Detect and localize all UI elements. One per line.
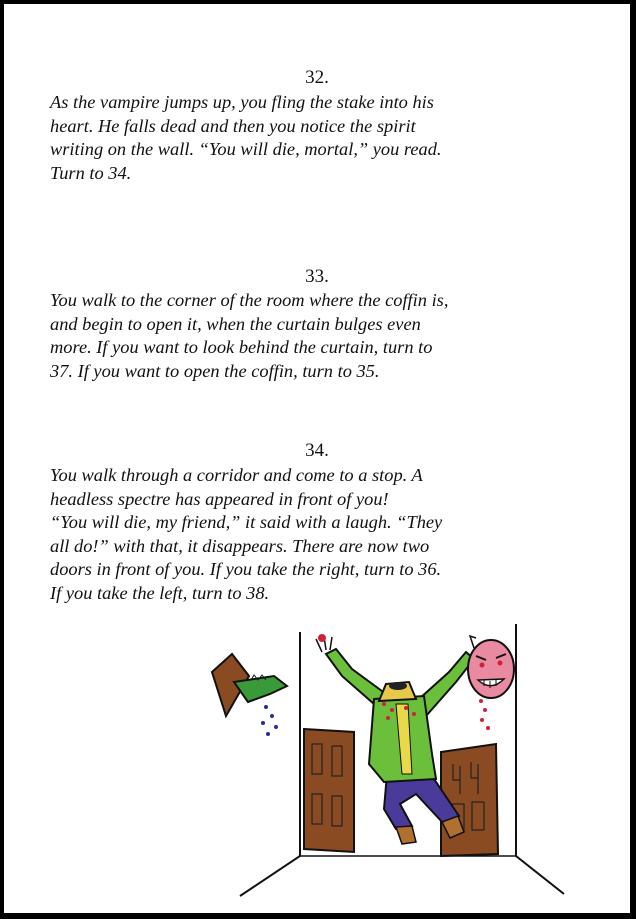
text-line: “You will die, my friend,” it said with a laugh. “They — [50, 512, 443, 532]
text-line: doors in front of you. If you take the right, turn to 36. — [50, 559, 442, 579]
text-line: headless spectre has appeared in front of you! — [50, 488, 389, 509]
section-number-32: 32. — [305, 67, 329, 88]
headless-spectre-drawing — [4, 4, 630, 913]
text-line: all do!” with that, it disappears. There are now two — [50, 535, 430, 556]
text-line: heart. He falls dead and then you notice the spirit — [50, 115, 416, 136]
mounted-crocodile-head — [212, 654, 287, 736]
severed-head — [468, 636, 514, 730]
text-line: You walk to the corner of the room where the coffin is, — [50, 290, 449, 310]
text-line: Turn to 34. — [50, 162, 132, 183]
text-line: You walk through a corridor and come to a stop. A — [50, 465, 423, 485]
text-line: writing on the wall. “You will die, mortal,” you read. — [50, 139, 442, 159]
right-door — [441, 744, 498, 856]
text-line: more. If you want to look behind the curtain, turn to — [50, 337, 433, 357]
book-page — [4, 4, 630, 913]
text-line: If you take the left, turn to 38. — [50, 582, 270, 603]
text-line: As the vampire jumps up, you fling the stake into his — [50, 92, 434, 112]
text-line: 37. If you want to open the coffin, turn to 35. — [50, 360, 380, 381]
section-number-33: 33. — [305, 266, 329, 287]
section-number-34: 34. — [305, 440, 329, 461]
left-door — [304, 729, 354, 852]
text-line: and begin to open it, when the curtain bulges even — [50, 313, 421, 334]
